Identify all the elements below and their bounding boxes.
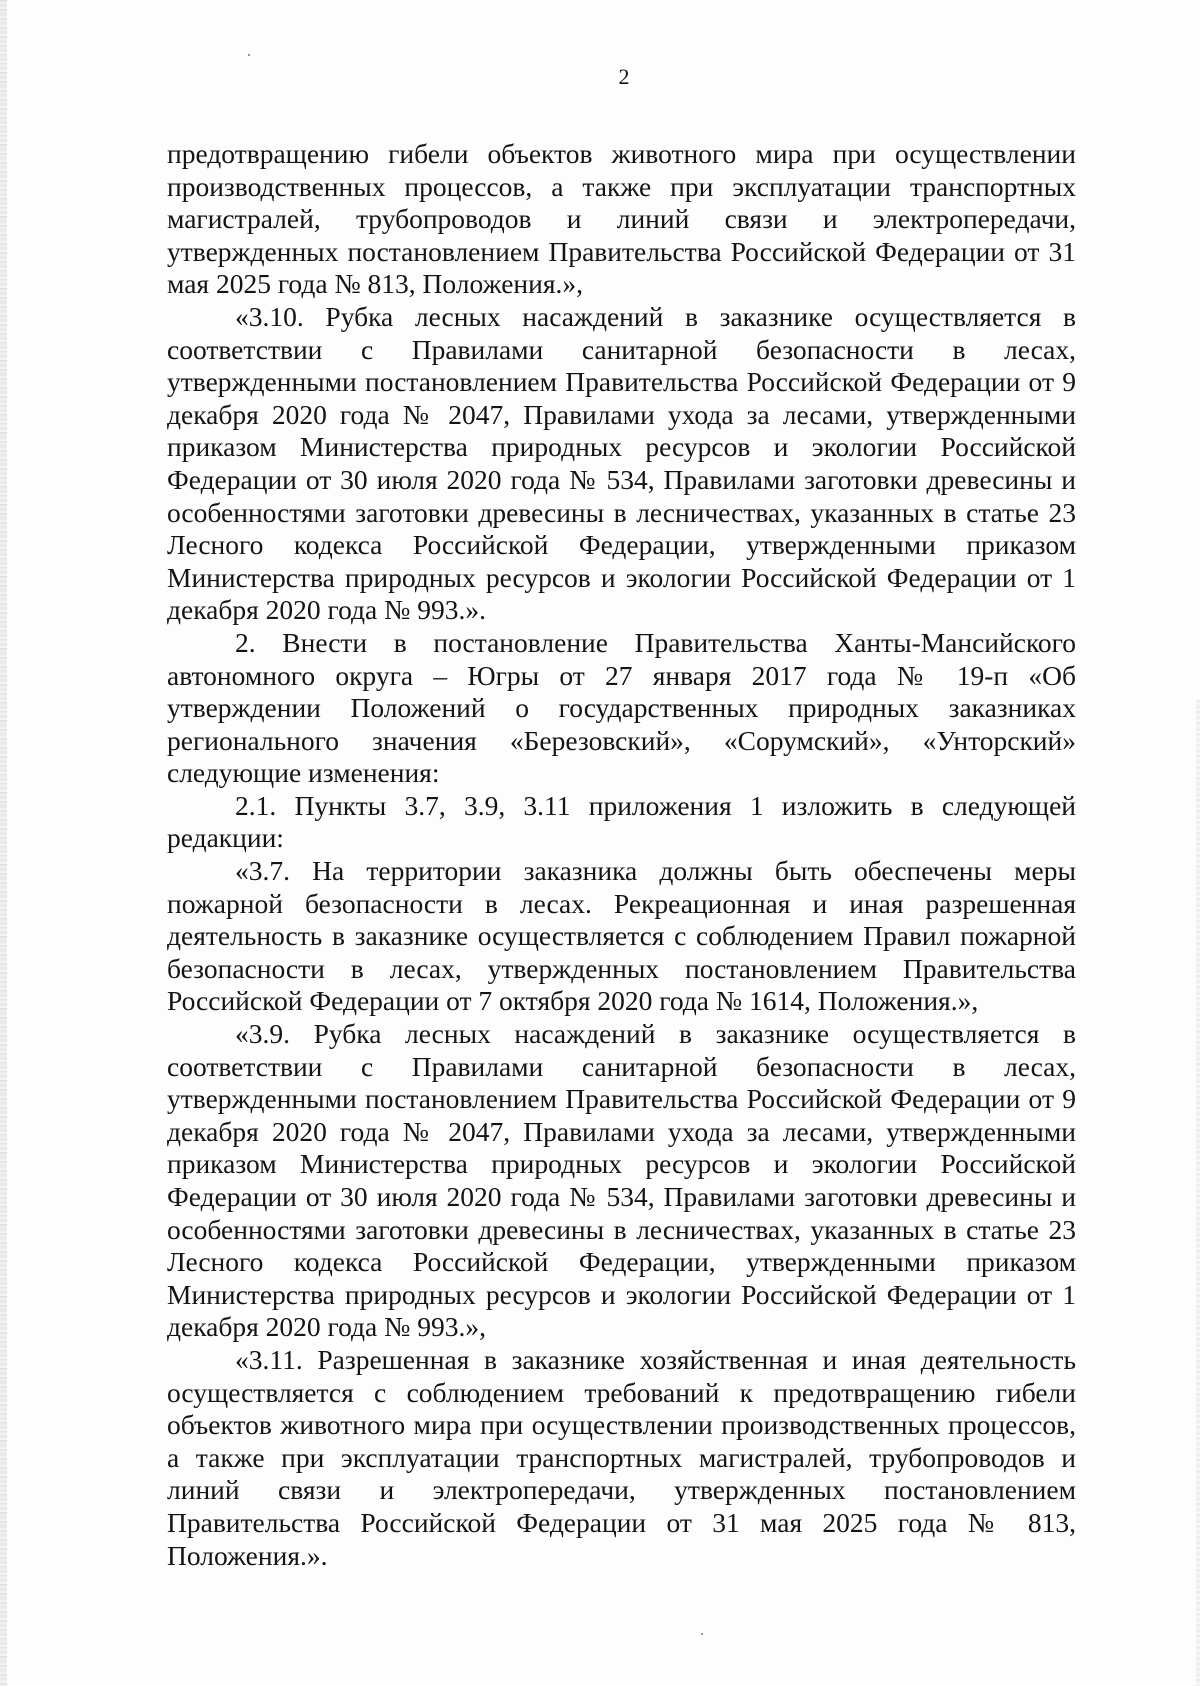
page-number: 2	[618, 64, 630, 89]
paragraph-clause-3-11: «3.11. Разрешенная в заказнике хозяйственная и иная деятельность осуществляется с соблюдением требований к предотвращению гибели объектов животного мира при осуществлении производственных процессов, а также при эксплуатации транспортных магистралей, трубопроводов и линий связи и электропередачи, утвержденных постановлением Правительства Российской Федерации от 31 мая 2025 года № 813, Положения.».	[167, 1343, 1076, 1571]
paragraph-item-2-1: 2.1. Пункты 3.7, 3.9, 3.11 приложения 1 изложить в следующей редакции:	[167, 789, 1076, 854]
scan-edge-left	[0, 0, 7, 1686]
paragraph-continuation: предотвращению гибели объектов животного мира при осуществлении производственных процессов, а также при эксплуатации транспортных магистралей, трубопроводов и линий связи и электропередачи, утвержденных постановлением Правительства Российской Федерации от 31 мая 2025 года № 813, Положения.»,	[167, 138, 1076, 300]
scan-speck	[248, 54, 250, 56]
document-body	[167, 138, 1076, 1572]
paragraph-clause-3-9: «3.9. Рубка лесных насаждений в заказнике осуществляется в соответствии с Правилами санитарной безопасности в лесах, утвержденными постановлением Правительства Российской Федерации от 9 декабря 2020 года № 2047, Правилами ухода за лесами, утвержденными приказом Министерства природных ресурсов и экологии Российской Федерации от 30 июля 2020 года № 534, Правилами заготовки древесины и особенностями заготовки древесины в лесничествах, указанных в статье 23 Лесного кодекса Российской Федерации, утвержденными приказом Министерства природных ресурсов и экологии Российской Федерации от 1 декабря 2020 года № 993.»,	[167, 1018, 1076, 1343]
paragraph-clause-3-7: «3.7. На территории заказника должны быть обеспечены меры пожарной безопасности в лесах. Рекреационная и иная разрешенная деятельность в заказнике осуществляется с соблюдением Правил пожарной безопасности в лесах, утвержденных постановлением Правительства Российской Федерации от 7 октября 2020 года № 1614, Положения.»,	[167, 855, 1076, 1017]
scan-edge-right	[1196, 700, 1200, 1686]
paragraph-item-2: 2. Внести в постановление Правительства Ханты-Мансийского автономного округа – Югры от 27 января 2017 года № 19-п «Об утверждении Положений о государственных природных заказниках регионального значения «Березовский», «Сорумский», «Унторский» следующие изменения:	[167, 626, 1076, 789]
paragraph-clause-3-10: «3.10. Рубка лесных насаждений в заказнике осуществляется в соответствии с Правилами санитарной безопасности в лесах, утвержденными постановлением Правительства Российской Федерации от 9 декабря 2020 года № 2047, Правилами ухода за лесами, утвержденными приказом Министерства природных ресурсов и экологии Российской Федерации от 30 июля 2020 года № 534, Правилами заготовки древесины и особенностями заготовки древесины в лесничествах, указанных в статье 23 Лесного кодекса Российской Федерации, утвержденными приказом Министерства природных ресурсов и экологии Российской Федерации от 1 декабря 2020 года № 993.».	[167, 300, 1076, 626]
scan-speck	[701, 1633, 703, 1635]
